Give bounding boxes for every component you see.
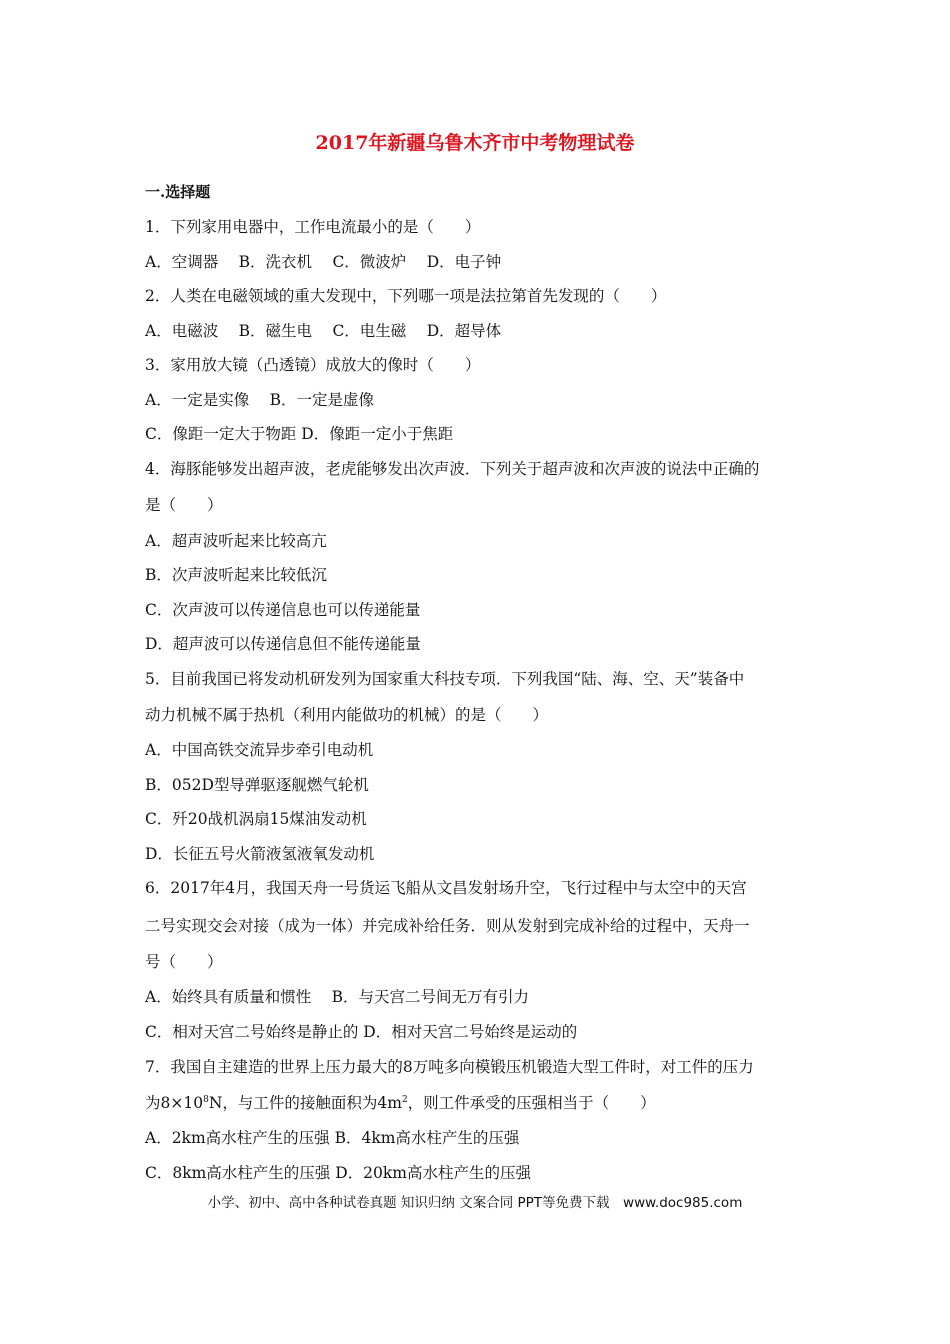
section-heading: 一.选择题 <box>145 183 211 201</box>
text-line: B．次声波听起来比较低沉 <box>145 566 327 584</box>
text-line: B．052D型导弹驱逐舰燃气轮机 <box>145 776 369 794</box>
text-line: 7．我国自主建造的世界上压力最大的8万吨多向模锻压机锻造大型工件时，对工件的压力 <box>145 1058 754 1076</box>
text-line: A．中国高铁交流异步牵引电动机 <box>145 741 374 759</box>
text-line: 2．人类在电磁领域的重大发现中，下列哪一项是法拉第首先发现的（ ） <box>145 287 667 305</box>
text-line: 号（ ） <box>145 953 223 971</box>
formula-text: N，与工件的接触面积为4m <box>208 1094 402 1112</box>
formula-text: ，则工件承受的压强相当于（ ） <box>407 1094 656 1112</box>
text-line: 1．下列家用电器中，工作电流最小的是（ ） <box>145 218 481 236</box>
footer-note: 小学、初中、高中各种试卷真题 知识归纳 文案合同 PPT等免费下载 www.doc985.com <box>207 1195 743 1211</box>
text-line: A．电磁波 B．磁生电 C．电生磁 D．超导体 <box>145 322 502 340</box>
text-line: 是（ ） <box>145 496 223 514</box>
formula-text: 为8×10 <box>145 1094 204 1112</box>
text-line: 4．海豚能够发出超声波，老虎能够发出次声波．下列关于超声波和次声波的说法中正确的 <box>145 460 760 478</box>
text-line: 5．目前我国已将发动机研发列为国家重大科技专项．下列我国“陆、海、空、天”装备中 <box>145 670 745 688</box>
text-line: 动力机械不属于热机（利用内能做功的机械）的是（ ） <box>145 706 549 724</box>
text-line: C．歼20战机涡扇15煤油发动机 <box>145 810 367 828</box>
text-line: A．一定是实像 B．一定是虚像 <box>145 391 375 409</box>
text-line: A．始终具有质量和惯性 B．与天宫二号间无万有引力 <box>145 988 530 1006</box>
text-line-formula <box>145 1093 656 1113</box>
text-line: C．次声波可以传递信息也可以传递能量 <box>145 601 421 619</box>
text-line: A．空调器 B．洗衣机 C．微波炉 D．电子钟 <box>145 253 502 271</box>
text-line: A．2km高水柱产生的压强 B．4km高水柱产生的压强 <box>145 1129 520 1147</box>
text-line: 二号实现交会对接（成为一体）并完成补给任务．则从发射到完成补给的过程中，天舟一 <box>145 917 750 935</box>
text-line: D．超声波可以传递信息但不能传递能量 <box>145 635 421 653</box>
text-line: D．长征五号火箭液氢液氧发动机 <box>145 845 375 863</box>
text-line: C．8km高水柱产生的压强 D．20km高水柱产生的压强 <box>145 1164 531 1182</box>
text-line: A．超声波听起来比较高亢 <box>145 532 327 550</box>
text-line: C．像距一定大于物距 D．像距一定小于焦距 <box>145 425 454 443</box>
text-line: 3．家用放大镜（凸透镜）成放大的像时（ ） <box>145 356 481 374</box>
page-title: 2017年新疆乌鲁木齐市中考物理试卷 <box>315 132 635 154</box>
exponent: 2 <box>401 1095 408 1105</box>
text-line: C．相对天宫二号始终是静止的 D．相对天宫二号始终是运动的 <box>145 1023 578 1041</box>
text-line: 6．2017年4月，我国天舟一号货运飞船从文昌发射场升空，飞行过程中与太空中的天宫 <box>145 879 747 897</box>
exponent: 8 <box>203 1095 209 1105</box>
